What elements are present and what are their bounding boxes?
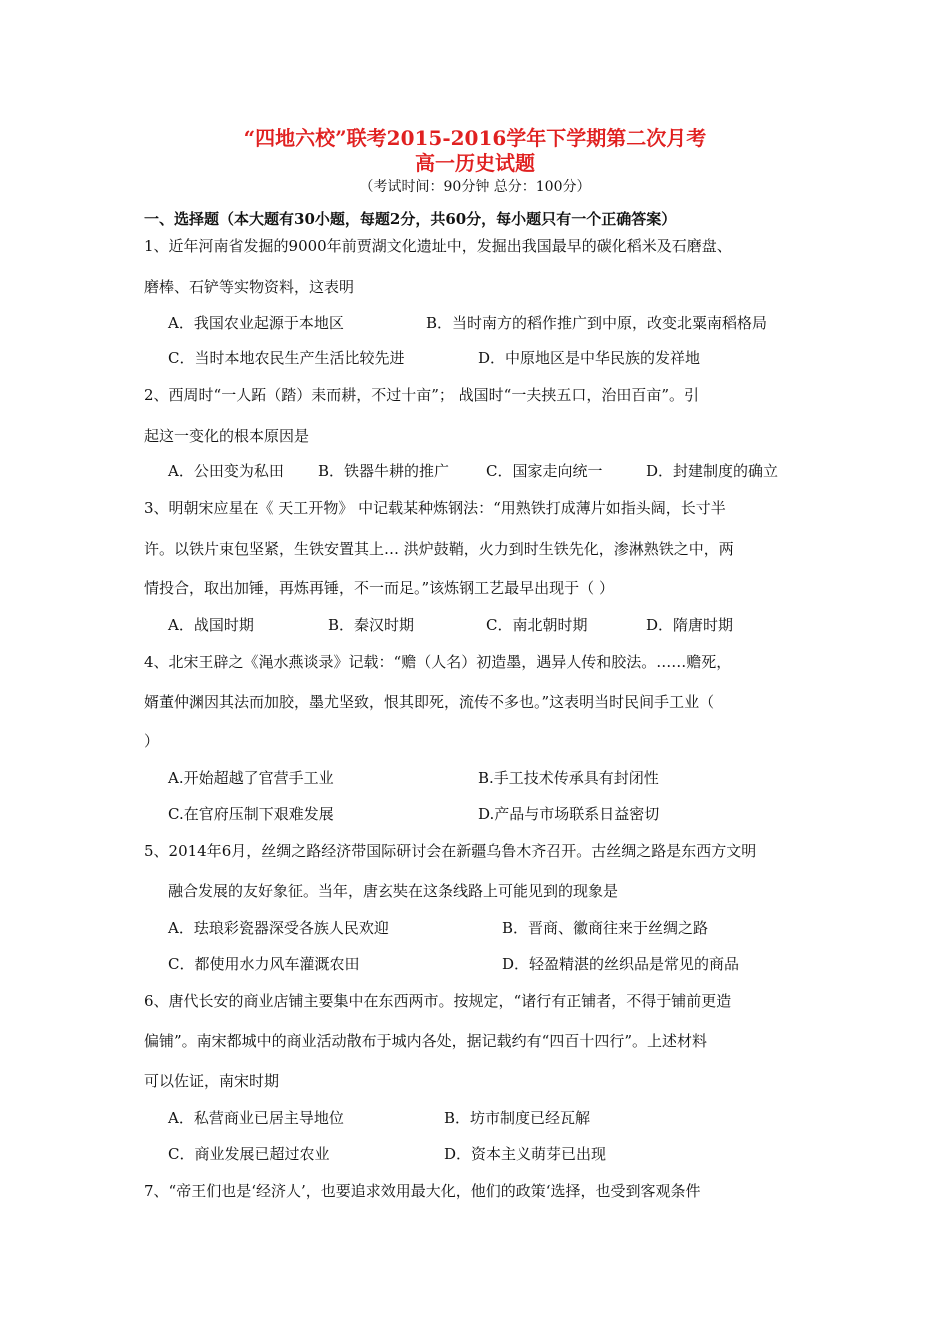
exam-title-line1: “四地六校”联考2015-2016学年下学期第二次月考 (243, 126, 707, 150)
option-d: D．轻盈精湛的丝织品是常见的商品 (502, 955, 740, 973)
question-text: ） (144, 732, 160, 750)
question-text: 情投合，取出加锤，再炼再锤，不一而足。”该炼钢工艺最早出现于（ ） (144, 579, 614, 597)
option-b: B．晋商、徽商往来于丝绸之路 (502, 919, 709, 937)
question-text: 4、北宋王辟之《渑水燕谈录》记载：“赡（人名）初造墨，遇异人传和胶法。……赡死， (144, 653, 732, 671)
question-text: 3、明朝宋应星在《 天工开物》 中记载某种炼钢法：“用熟铁打成薄片如指头阔，长寸半 (144, 499, 726, 517)
option-d: D．中原地区是中华民族的发祥地 (478, 349, 701, 367)
question-text: 融合发展的友好象征。当年，唐玄奘在这条线路上可能见到的现象是 (168, 882, 619, 900)
option-a: A．我国农业起源于本地区 (168, 314, 344, 332)
option-b: B．秦汉时期 (328, 616, 415, 634)
option-b: B．坊市制度已经瓦解 (444, 1109, 591, 1127)
option-c: C.在官府压制下艰难发展 (168, 805, 334, 823)
option-d: D．隋唐时期 (646, 616, 734, 634)
option-c: C．国家走向统一 (486, 462, 603, 480)
option-c: C．南北朝时期 (486, 616, 588, 634)
option-a: A．私营商业已居主导地位 (168, 1109, 344, 1127)
question-text: 起这一变化的根本原因是 (144, 427, 310, 445)
option-c: C．都使用水力风车灌溉农田 (168, 955, 360, 973)
question-text: 2、西周时“一人跖（踏）耒而耕，不过十亩”； 战国时“一夫挟五口，治田百亩”。引 (144, 386, 699, 404)
option-a: A．战国时期 (168, 616, 254, 634)
option-d: D．资本主义萌芽已出现 (444, 1145, 607, 1163)
question-text: 磨棒、石铲等实物资料，这表明 (144, 278, 355, 296)
question-text: 1、近年河南省发掘的9000年前贾湖文化遗址中，发掘出我国最早的碳化稻米及石磨盘、 (144, 237, 732, 255)
question-text: 偏铺”。南宋都城中的商业活动散布于城内各处，据记载约有“四百十四行”。上述材料 (144, 1032, 708, 1050)
question-text: 婿董仲渊因其法而加胶，墨尤坚致，恨其即死，流传不多也。”这表明当时民间手工业（ (144, 693, 715, 711)
option-b: B．铁器牛耕的推广 (318, 462, 450, 480)
question-text: 6、唐代长安的商业店铺主要集中在东西两市。按规定，“诸行有正铺者，不得于铺前更造 (144, 992, 732, 1010)
option-b: B.手工技术传承具有封闭性 (478, 769, 659, 787)
option-c: C．当时本地农民生产生活比较先进 (168, 349, 405, 367)
question-text: 可以佐证，南宋时期 (144, 1072, 280, 1090)
option-d: D.产品与市场联系日益密切 (478, 805, 660, 823)
section-heading: 一、选择题（本大题有30小题，每题2分，共60分，每小题只有一个正确答案） (144, 210, 677, 228)
question-text: 7、“帝王们也是‘经济人’，也要追求效用最大化，他们的政策‘选择，也受到客观条件 (144, 1182, 701, 1200)
option-a: A．公田变为私田 (168, 462, 284, 480)
option-b: B．当时南方的稻作推广到中原，改变北粟南稻格局 (426, 314, 768, 332)
option-a: A.开始超越了官营手工业 (168, 769, 334, 787)
option-a: A．珐琅彩瓷器深受各族人民欢迎 (168, 919, 389, 937)
question-text: 许。以铁片束包坚紧，生铁安置其上… 洪炉鼓鞘，火力到时生铁先化，渗淋熟铁之中，两 (144, 540, 734, 558)
exam-info: （考试时间：90分钟 总分：100分） (359, 179, 591, 195)
exam-title-line2: 高一历史试题 (415, 151, 535, 175)
question-text: 5、2014年6月，丝绸之路经济带国际研讨会在新疆乌鲁木齐召开。古丝绸之路是东西方文明 (144, 842, 757, 860)
option-d: D．封建制度的确立 (646, 462, 779, 480)
option-c: C．商业发展已超过农业 (168, 1145, 330, 1163)
